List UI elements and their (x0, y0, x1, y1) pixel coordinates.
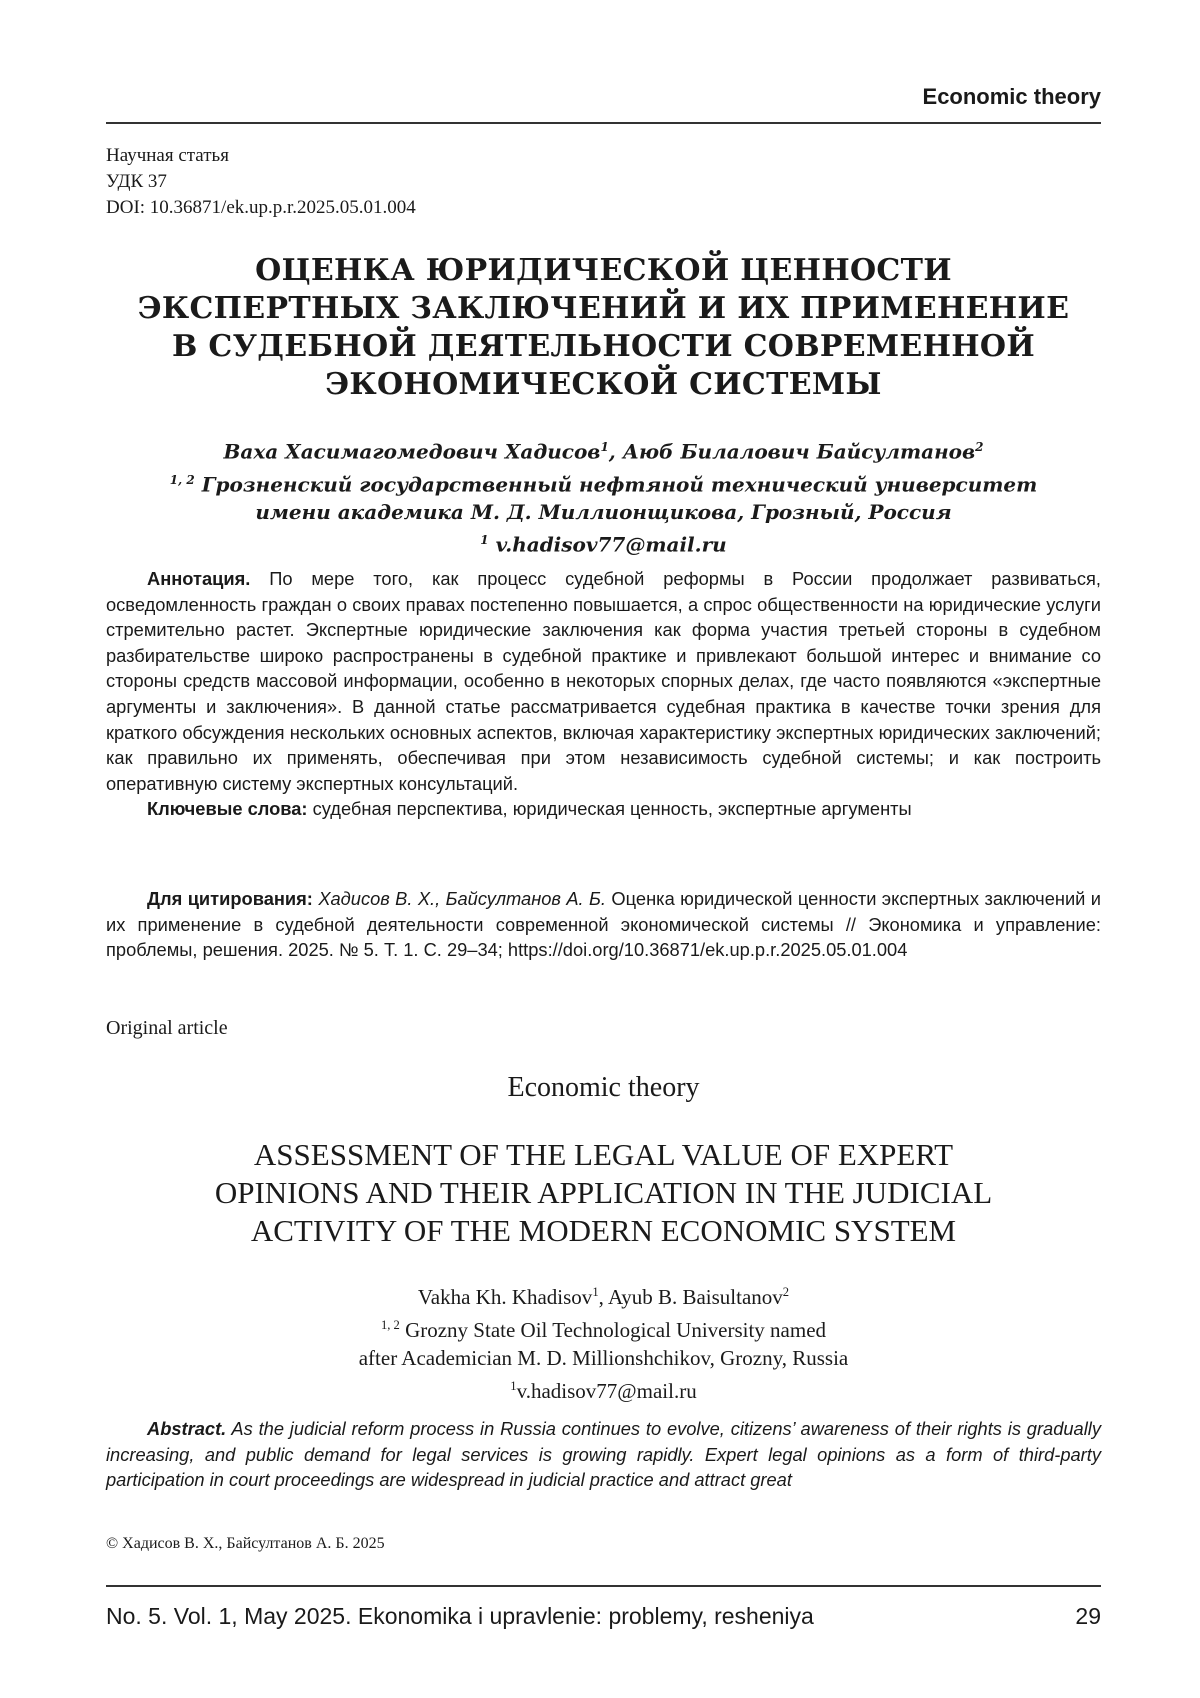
title-line: ОЦЕНКА ЮРИДИЧЕСКОЙ ЦЕННОСТИ (106, 252, 1101, 290)
title-line: ЭКСПЕРТНЫХ ЗАКЛЮЧЕНИЙ И ИХ ПРИМЕНЕНИЕ (106, 290, 1101, 328)
en-authors: Vakha Kh. Khadisov1, Ayub B. Baisultanov2 1, 2 Grozny State Oil Technological University named after Academician M. D. Millionshchikov, Grozny, Russia 1v.hadisov77@mail.ru (106, 1278, 1101, 1405)
header-rule (106, 122, 1101, 124)
sup: 2 (783, 1285, 789, 1299)
en-article-type: Original article (106, 1017, 228, 1040)
citation-text: Оценка юридической ценности экспертных заключений и их применение в судебной деятельности современной экономической системы // Экономика и управление: проблемы, решения. 2025. № 5. Т. 1. С. 29–34; https://doi.org/10.36871/ek.up.p.r.2025.05.01.004 (106, 888, 1101, 960)
abstract-label: Abstract. (147, 1418, 226, 1439)
sup: 1 (480, 533, 488, 547)
ru-title (106, 252, 1101, 404)
ru-abstract (106, 566, 1101, 822)
abstract-text: As the judicial reform process in Russia continues to evolve, citizens’ awareness of their rights is gradually increasing, and public demand for legal services is growing rapidly. Expert legal opinions as a form of third-party participation in court proceedings are widespread in judicial practice and attract great (106, 1418, 1101, 1490)
sup: 1 (600, 440, 608, 454)
affiliation: Grozny State Oil Technological University named (405, 1318, 826, 1342)
author: Аюб Билалович Байсултанов (623, 440, 975, 464)
keywords: судебная перспектива, юридическая ценность, экспертные аргументы (313, 798, 912, 819)
author: Ваха Хасимагомедович Хадисов (223, 440, 600, 464)
citation-label: Для цитирования: (147, 888, 313, 909)
title-line: ASSESSMENT OF THE LEGAL VALUE OF EXPERT (106, 1136, 1101, 1174)
abstract-label: Аннотация. (147, 568, 250, 589)
affiliation: after Academician M. D. Millionshchikov, Grozny, Russia (106, 1344, 1101, 1372)
running-header: Economic theory (923, 84, 1101, 110)
page-number: 29 (1075, 1603, 1101, 1630)
ru-authors: Ваха Хасимагомедович Хадисов1, Аюб Билалович Байсултанов2 1, 2 Грозненский государственный нефтяной технический университет имени академика М. Д. Миллионщикова, Грозный, Россия 1 v.hadisov77@mail.ru (106, 433, 1101, 559)
affiliation: Грозненский государственный нефтяной технический университет (202, 472, 1038, 496)
title-line: ACTIVITY OF THE MODERN ECONOMIC SYSTEM (106, 1212, 1101, 1250)
keywords-label: Ключевые слова: (147, 798, 308, 819)
copyright: © Хадисов В. Х., Байсултанов А. Б. 2025 (106, 1535, 385, 1553)
article-page (0, 0, 1200, 1698)
sup: 2 (975, 440, 983, 454)
author: Vakha Kh. Khadisov (418, 1285, 592, 1309)
affiliation: имени академика М. Д. Миллионщикова, Грозный, Россия (106, 498, 1101, 526)
en-abstract (106, 1416, 1101, 1493)
doi: DOI: 10.36871/ek.up.p.r.2025.05.01.004 (106, 195, 416, 221)
sup: 1 (592, 1285, 598, 1299)
footer-journal: No. 5. Vol. 1, May 2025. Ekonomika i upravlenie: problemy, resheniya (106, 1603, 814, 1630)
email[interactable]: v.hadisov77@mail.ru (517, 1379, 697, 1403)
en-title (106, 1136, 1101, 1250)
ru-citation (106, 886, 1101, 963)
footer-rule (106, 1585, 1101, 1587)
author: Ayub B. Baisultanov (608, 1285, 783, 1309)
abstract-text: По мере того, как процесс судебной реформы в России продолжает развиваться, осведомленность граждан о своих правах постепенно повышается, а спрос общественности на юридические услуги стремительно растет. Экспертные юридические заключения как форма участия третьей стороны в судебном разбирательстве широко распространены в судебной практике и привлекают большой интерес и внимание со стороны средств массовой информации, особенно в некоторых спорных делах, где часто появляются «экспертные аргументы и заключения». В данной статье рассматривается судебная практика в качестве точки зрения для краткого обсуждения нескольких основных аспектов, включая характеристику экспертных юридических заключений; как правильно их применять, обеспечивая при этом независимость судебной системы; и как построить оперативную систему экспертных консультаций. (106, 568, 1101, 794)
sup: 1, 2 (170, 473, 195, 487)
article-type: Научная статья (106, 143, 416, 169)
sup: 1, 2 (381, 1318, 400, 1332)
udc: УДК 37 (106, 169, 416, 195)
title-line: ЭКОНОМИЧЕСКОЙ СИСТЕМЫ (106, 366, 1101, 404)
en-section: Economic theory (106, 1072, 1101, 1104)
title-line: OPINIONS AND THEIR APPLICATION IN THE JUDICIAL (106, 1174, 1101, 1212)
sup: 1 (510, 1379, 516, 1393)
article-meta (106, 143, 416, 221)
citation-authors: Хадисов В. Х., Байсултанов А. Б. (318, 888, 606, 909)
email[interactable]: v.hadisov77@mail.ru (496, 533, 727, 557)
title-line: В СУДЕБНОЙ ДЕЯТЕЛЬНОСТИ СОВРЕМЕННОЙ (106, 328, 1101, 366)
